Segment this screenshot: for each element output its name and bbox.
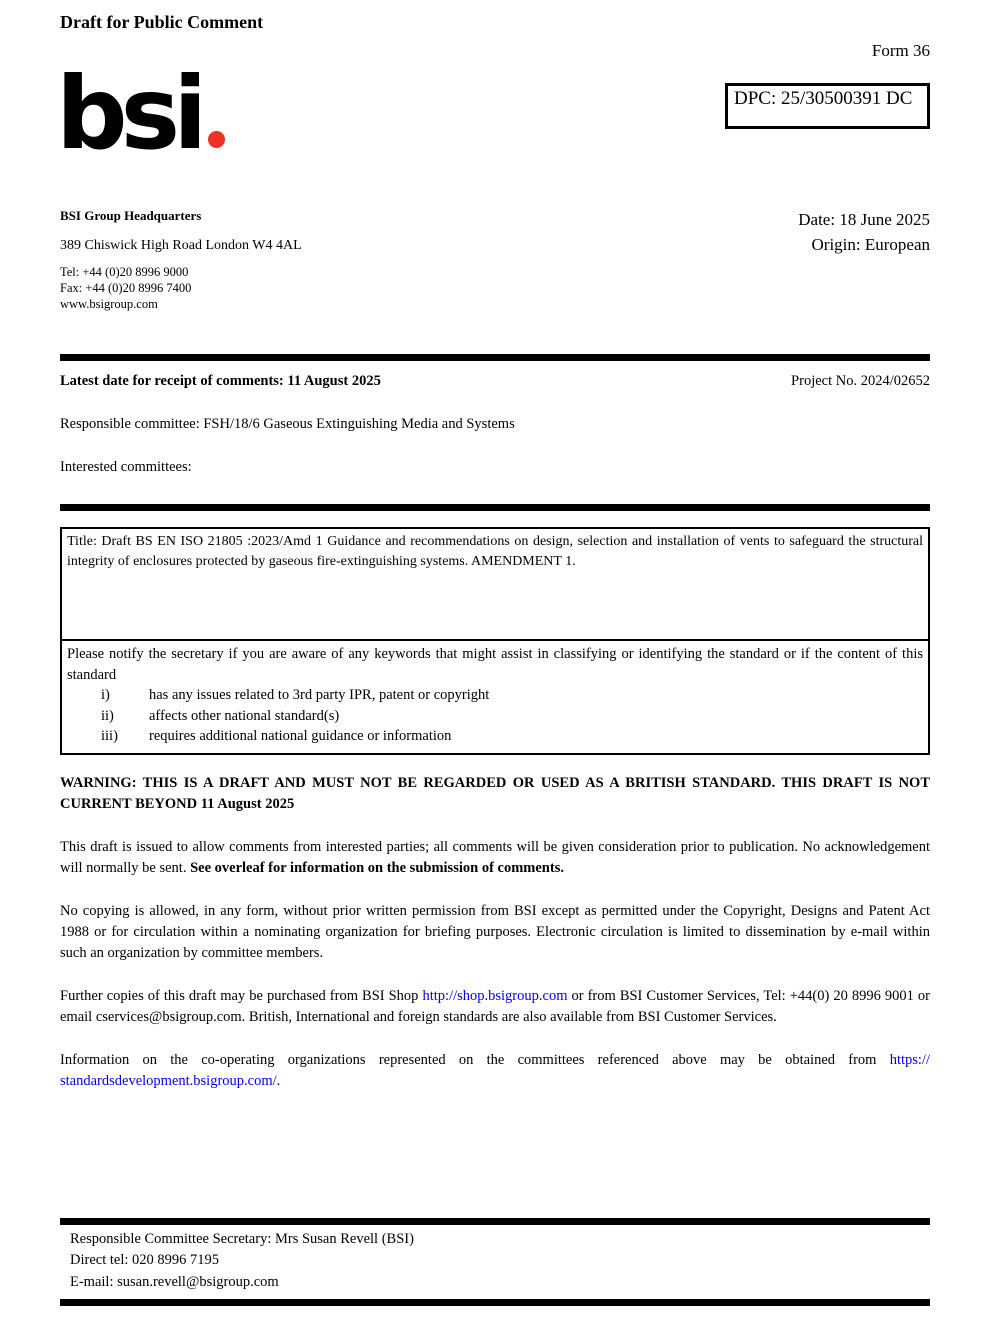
- keywords-notify-box: [60, 639, 930, 755]
- address-name: BSI Group Headquarters: [60, 208, 202, 223]
- footer-bar-bottom: [60, 1299, 930, 1306]
- issued-paragraph: [60, 837, 930, 879]
- logo-row: [56, 55, 930, 172]
- bsi-logo: [56, 55, 225, 172]
- standard-title-box: Title: Draft BS EN ISO 21805 :2023/Amd 1 Guidance and recommendations on design, selection and installation of vents to safeguard the structural integrity of enclosures protected by gaseous fire-extinguishing systems. AMENDMENT 1.: [60, 527, 930, 641]
- standards-development-link-part1: https://: [889, 1052, 930, 1069]
- divider-bar-top: [60, 354, 930, 361]
- address-street: 389 Chiswick High Road London W4 4AL: [60, 238, 302, 253]
- cooperating-orgs-text: Information on the co-operating organizations represented on the committees referenced above may be obtained from: [60, 1052, 890, 1069]
- footer-block: [60, 1218, 930, 1306]
- warning-paragraph: WARNING: THIS IS A DRAFT AND MUST NOT BE REGARDED OR USED AS A BRITISH STANDARD. THIS DRAFT IS NOT CURRENT BEYOND 11 August 2025: [60, 775, 930, 813]
- keywords-item-3: [67, 726, 923, 747]
- cooperating-orgs-paragraph: [60, 1050, 930, 1092]
- date-line: Date: 18 June 2025: [798, 210, 930, 229]
- further-copies-text: Further copies of this draft may be purchased from BSI Shop: [60, 988, 423, 1005]
- keywords-intro: Please notify the secretary if you are aware of any keywords that might assist in classifying or identifying the standard or if the content of this standard: [67, 646, 923, 683]
- responsible-committee: Responsible committee: FSH/18/6 Gaseous Extinguishing Media and Systems: [60, 416, 515, 432]
- footer-bar-top: [60, 1218, 930, 1225]
- address-row: [60, 208, 930, 312]
- keywords-item-1-text: has any issues related to 3rd party IPR, patent or copyright: [149, 687, 490, 704]
- keywords-item-3-num: iii): [101, 728, 118, 745]
- further-copies-text-2: or from BSI Customer Services, Tel: +44(0) 20 8996 9001 or email cservices@bsigroup.com. British, International and foreign standards are also available from BSI Customer Services.: [60, 988, 931, 1026]
- keywords-item-2-text: affects other national standard(s): [149, 707, 340, 724]
- further-copies-paragraph: [60, 986, 930, 1028]
- issued-text: This draft is issued to allow comments from interested parties; all comments will be given consideration prior to publication. No acknowledgement will normally be sent.: [60, 839, 930, 877]
- address-web: www.bsigroup.com: [60, 297, 158, 311]
- standards-development-link-part2: standardsdevelopment.bsigroup.com/: [60, 1073, 277, 1090]
- keywords-item-1-num: i): [101, 687, 110, 704]
- keywords-item-2: [67, 706, 923, 727]
- no-copying-paragraph: No copying is allowed, in any form, without prior written permission from BSI except as permitted under the Copyright, Designs and Patent Act 1988 or for circulation within a nominating organization for briefing purposes. Electronic circulation is limited to dissemination by e-mail within such an organization by committee members.: [60, 903, 930, 962]
- address-fax: Fax: +44 (0)20 8996 7400: [60, 281, 192, 295]
- bsi-shop-link[interactable]: http://shop.bsigroup.com: [422, 988, 568, 1005]
- project-number: Project No. 2024/02652: [791, 373, 930, 389]
- dpc-number-box: DPC: 25/30500391 DC: [725, 83, 930, 129]
- keywords-item-3-text: requires additional national guidance or information: [149, 728, 452, 745]
- footer-contact: [60, 1225, 930, 1299]
- cooperating-orgs-text-2: .: [276, 1073, 281, 1090]
- bsi-logo-dot-icon: [208, 131, 225, 148]
- divider-bar-middle: [60, 504, 930, 511]
- address-block: [60, 208, 302, 312]
- secretary-direct-tel: Direct tel: 020 8996 7195: [70, 1252, 220, 1269]
- date-origin-block: [798, 208, 930, 312]
- address-tel: Tel: +44 (0)20 8996 9000: [60, 265, 189, 279]
- secretary-email: E-mail: susan.revell@bsigroup.com: [70, 1273, 279, 1290]
- committee-secretary: Responsible Committee Secretary: Mrs Susan Revell (BSI): [70, 1230, 414, 1247]
- keywords-item-2-num: ii): [101, 707, 114, 724]
- issued-bold-text: See overleaf for information on the submission of comments.: [190, 860, 564, 877]
- keywords-item-1: [67, 685, 923, 706]
- latest-date-label: Latest date for receipt of comments: 11 August 2025: [60, 373, 381, 389]
- interested-committees: Interested committees:: [60, 459, 192, 475]
- origin-line: Origin: European: [811, 234, 930, 254]
- page-title: Draft for Public Comment: [60, 12, 264, 32]
- bsi-logo-text: bsi: [56, 55, 201, 172]
- form-number: Form 36: [871, 41, 930, 60]
- comments-deadline-row: [60, 373, 930, 390]
